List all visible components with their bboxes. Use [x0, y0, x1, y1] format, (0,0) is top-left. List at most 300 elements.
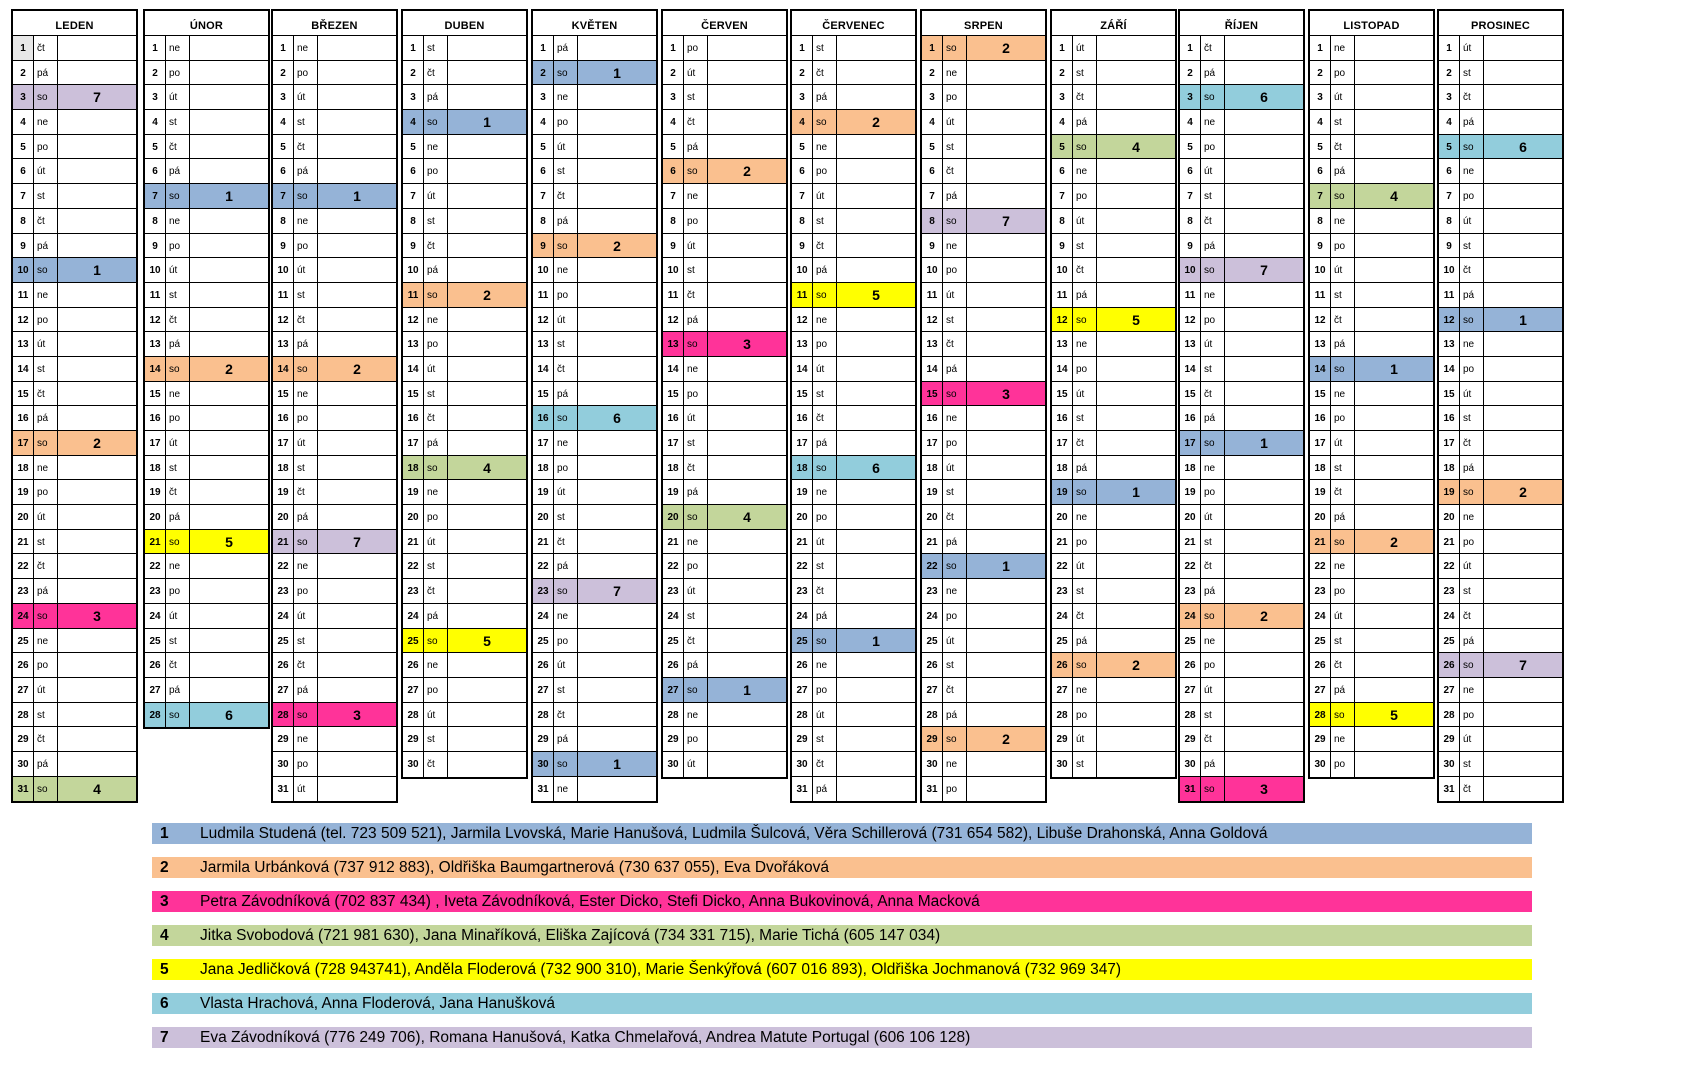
day-number: 20 [1439, 505, 1460, 529]
day-row [13, 406, 136, 431]
group-cell [1355, 36, 1433, 60]
day-number: 6 [533, 159, 554, 183]
group-cell: 6 [1225, 85, 1303, 109]
day-row [1439, 604, 1562, 629]
legend-text: Eva Závodníková (776 249 706), Romana Hanušová, Katka Chmelařová, Andrea Matute Portugal (606 106 128) [200, 1028, 971, 1046]
weekday: so [684, 505, 708, 529]
group-cell [708, 357, 786, 381]
day-number: 17 [1310, 431, 1331, 455]
weekday: st [684, 258, 708, 282]
group-cell [967, 110, 1045, 134]
day-row [1439, 653, 1562, 678]
day-row [1310, 480, 1433, 505]
day-number: 9 [533, 234, 554, 258]
day-row [533, 209, 656, 234]
day-number: 19 [145, 480, 166, 504]
day-row [792, 579, 915, 604]
day-number: 20 [1180, 505, 1201, 529]
day-number: 17 [1052, 431, 1073, 455]
day-row [663, 283, 786, 308]
group-cell [1097, 258, 1175, 282]
day-number: 19 [13, 480, 34, 504]
day-number: 20 [1052, 505, 1073, 529]
weekday: st [1201, 530, 1225, 554]
weekday: čt [424, 406, 448, 430]
day-number: 29 [663, 727, 684, 751]
day-row [922, 85, 1045, 110]
day-number: 14 [1439, 357, 1460, 381]
day-row [1180, 777, 1303, 802]
day-number: 15 [273, 382, 294, 406]
day-number: 16 [1052, 406, 1073, 430]
day-row [663, 480, 786, 505]
weekday: pá [554, 554, 578, 578]
day-number: 2 [145, 61, 166, 85]
day-number: 10 [1439, 258, 1460, 282]
month-column-6 [790, 9, 917, 803]
day-number: 23 [1439, 579, 1460, 603]
day-row [922, 135, 1045, 160]
day-number: 10 [922, 258, 943, 282]
group-cell [190, 579, 268, 603]
day-row [403, 406, 526, 431]
group-cell [1484, 678, 1562, 702]
group-cell [58, 209, 136, 233]
month-column-9 [1178, 9, 1305, 803]
day-number: 27 [922, 678, 943, 702]
weekday: st [813, 36, 837, 60]
weekday: pá [424, 85, 448, 109]
day-number: 12 [533, 308, 554, 332]
group-cell [1355, 308, 1433, 332]
group-cell [1225, 135, 1303, 159]
group-cell [58, 703, 136, 727]
group-cell: 1 [190, 184, 268, 208]
group-cell [578, 209, 656, 233]
group-cell [708, 554, 786, 578]
day-row [922, 703, 1045, 728]
weekday: po [424, 505, 448, 529]
day-row [663, 505, 786, 530]
day-row [1439, 184, 1562, 209]
weekday: so [424, 456, 448, 480]
weekday: po [1201, 135, 1225, 159]
group-cell [190, 456, 268, 480]
day-row [1052, 703, 1175, 728]
day-row [145, 308, 268, 333]
day-row [1439, 530, 1562, 555]
day-number: 9 [922, 234, 943, 258]
group-cell [708, 36, 786, 60]
day-row [145, 184, 268, 209]
group-cell [708, 61, 786, 85]
weekday: pá [1073, 110, 1097, 134]
group-cell: 1 [448, 110, 526, 134]
day-number: 2 [403, 61, 424, 85]
weekday: pá [1201, 234, 1225, 258]
legend-row-3 [152, 891, 1532, 912]
day-number: 8 [145, 209, 166, 233]
day-number: 14 [145, 357, 166, 381]
group-cell [578, 777, 656, 802]
group-cell [1097, 209, 1175, 233]
weekday: po [943, 85, 967, 109]
day-number: 31 [273, 777, 294, 802]
day-row [792, 36, 915, 61]
day-row [1052, 283, 1175, 308]
group-cell [1225, 727, 1303, 751]
day-row [273, 308, 396, 333]
group-cell [318, 283, 396, 307]
group-cell [190, 604, 268, 628]
weekday: pá [684, 308, 708, 332]
weekday: ne [1073, 505, 1097, 529]
group-cell: 5 [837, 283, 915, 307]
day-row [1439, 456, 1562, 481]
day-row [922, 234, 1045, 259]
group-cell [1225, 480, 1303, 504]
group-cell [1355, 332, 1433, 356]
weekday: ne [1331, 727, 1355, 751]
day-row [273, 159, 396, 184]
day-row [663, 703, 786, 728]
group-cell [708, 703, 786, 727]
day-number: 29 [922, 727, 943, 751]
day-row [403, 184, 526, 209]
day-row [403, 382, 526, 407]
day-number: 2 [273, 61, 294, 85]
weekday: čt [1073, 431, 1097, 455]
weekday: st [1073, 752, 1097, 777]
day-number: 30 [1180, 752, 1201, 776]
day-row [1052, 629, 1175, 654]
group-cell [837, 332, 915, 356]
day-row [533, 110, 656, 135]
group-cell [1097, 283, 1175, 307]
weekday: so [554, 61, 578, 85]
group-cell [1355, 431, 1433, 455]
group-cell [190, 85, 268, 109]
day-number: 21 [922, 530, 943, 554]
day-row [1310, 530, 1433, 555]
day-row [403, 159, 526, 184]
day-number: 19 [922, 480, 943, 504]
group-cell [1484, 727, 1562, 751]
group-cell [190, 505, 268, 529]
weekday: út [813, 703, 837, 727]
legend-number: 3 [160, 892, 169, 910]
group-cell [837, 505, 915, 529]
group-cell [1225, 36, 1303, 60]
day-row [273, 703, 396, 728]
group-cell [58, 234, 136, 258]
day-row [1052, 382, 1175, 407]
day-row [792, 209, 915, 234]
day-row [1052, 431, 1175, 456]
group-cell [1097, 505, 1175, 529]
day-number: 15 [1310, 382, 1331, 406]
day-row [922, 36, 1045, 61]
group-cell [1484, 703, 1562, 727]
weekday: st [294, 456, 318, 480]
day-number: 13 [1439, 332, 1460, 356]
day-number: 6 [403, 159, 424, 183]
day-number: 26 [1180, 653, 1201, 677]
weekday: út [424, 184, 448, 208]
month-title: PROSINEC [1439, 11, 1562, 36]
weekday: st [554, 505, 578, 529]
day-row [273, 382, 396, 407]
group-cell [837, 382, 915, 406]
group-cell [967, 283, 1045, 307]
group-cell [837, 579, 915, 603]
day-number: 17 [403, 431, 424, 455]
day-number: 17 [922, 431, 943, 455]
group-cell: 1 [58, 258, 136, 282]
day-number: 5 [13, 135, 34, 159]
day-row [145, 456, 268, 481]
day-number: 15 [13, 382, 34, 406]
day-row [145, 209, 268, 234]
weekday: po [424, 332, 448, 356]
group-cell [708, 184, 786, 208]
weekday: st [1331, 110, 1355, 134]
group-cell [448, 678, 526, 702]
day-number: 2 [1439, 61, 1460, 85]
day-row [1052, 159, 1175, 184]
group-cell [837, 184, 915, 208]
day-row [663, 36, 786, 61]
weekday: po [684, 554, 708, 578]
weekday: čt [166, 135, 190, 159]
day-number: 1 [1439, 36, 1460, 60]
weekday: st [294, 283, 318, 307]
day-row [13, 727, 136, 752]
day-row [663, 678, 786, 703]
weekday: ne [943, 234, 967, 258]
weekday: st [1331, 456, 1355, 480]
weekday: po [34, 653, 58, 677]
weekday: ne [166, 36, 190, 60]
weekday: st [1201, 357, 1225, 381]
weekday: čt [1460, 777, 1484, 802]
day-row [403, 61, 526, 86]
day-number: 2 [922, 61, 943, 85]
weekday: st [943, 308, 967, 332]
group-cell [708, 209, 786, 233]
weekday: pá [684, 480, 708, 504]
group-cell: 2 [1484, 480, 1562, 504]
day-number: 4 [1439, 110, 1460, 134]
group-cell [967, 456, 1045, 480]
day-row [403, 209, 526, 234]
group-cell [190, 629, 268, 653]
day-row [1439, 258, 1562, 283]
group-cell [1097, 406, 1175, 430]
day-row [1310, 653, 1433, 678]
day-number: 16 [1310, 406, 1331, 430]
month-column-2 [271, 9, 398, 803]
day-row [533, 184, 656, 209]
group-cell [837, 554, 915, 578]
group-cell [448, 604, 526, 628]
day-row [403, 505, 526, 530]
day-number: 24 [792, 604, 813, 628]
weekday: po [943, 604, 967, 628]
day-number: 9 [1052, 234, 1073, 258]
day-row [663, 258, 786, 283]
group-cell [1225, 752, 1303, 776]
day-number: 26 [1310, 653, 1331, 677]
day-number: 17 [1180, 431, 1201, 455]
weekday: st [1460, 61, 1484, 85]
day-number: 29 [1180, 727, 1201, 751]
group-cell [190, 554, 268, 578]
day-row [533, 382, 656, 407]
day-row [145, 135, 268, 160]
group-cell [58, 308, 136, 332]
group-cell [58, 406, 136, 430]
group-cell [1484, 431, 1562, 455]
day-number: 23 [13, 579, 34, 603]
day-number: 11 [1439, 283, 1460, 307]
day-number: 22 [922, 554, 943, 578]
month-column-8 [1050, 9, 1177, 779]
group-cell [1225, 653, 1303, 677]
weekday: st [1331, 629, 1355, 653]
day-number: 9 [403, 234, 424, 258]
day-number: 30 [1310, 752, 1331, 777]
day-row [273, 357, 396, 382]
day-row [13, 752, 136, 777]
day-row [145, 357, 268, 382]
day-row [403, 36, 526, 61]
group-cell [1355, 505, 1433, 529]
group-cell: 4 [1097, 135, 1175, 159]
weekday: út [166, 431, 190, 455]
day-number: 28 [145, 703, 166, 728]
group-cell [967, 703, 1045, 727]
day-number: 27 [1439, 678, 1460, 702]
day-row [1180, 406, 1303, 431]
weekday: st [554, 678, 578, 702]
group-cell [318, 61, 396, 85]
day-number: 29 [273, 727, 294, 751]
day-row [533, 727, 656, 752]
group-cell [1484, 184, 1562, 208]
day-number: 26 [1439, 653, 1460, 677]
weekday: ne [424, 135, 448, 159]
group-cell [1484, 110, 1562, 134]
weekday: so [943, 727, 967, 751]
day-number: 24 [273, 604, 294, 628]
day-number: 26 [663, 653, 684, 677]
group-cell [578, 604, 656, 628]
day-number: 14 [273, 357, 294, 381]
weekday: út [1201, 505, 1225, 529]
month-column-7 [920, 9, 1047, 803]
weekday: ne [1073, 332, 1097, 356]
day-number: 3 [1052, 85, 1073, 109]
weekday: čt [424, 579, 448, 603]
day-row [13, 703, 136, 728]
group-cell [1484, 505, 1562, 529]
day-number: 5 [663, 135, 684, 159]
weekday: so [424, 110, 448, 134]
day-row [1310, 258, 1433, 283]
group-cell [318, 406, 396, 430]
day-row [145, 554, 268, 579]
day-number: 5 [922, 135, 943, 159]
day-number: 11 [145, 283, 166, 307]
day-row [1052, 505, 1175, 530]
weekday: ne [554, 431, 578, 455]
weekday: st [424, 727, 448, 751]
group-cell: 3 [967, 382, 1045, 406]
weekday: po [1201, 308, 1225, 332]
weekday: st [1460, 579, 1484, 603]
day-row [1180, 604, 1303, 629]
day-number: 11 [13, 283, 34, 307]
day-number: 1 [273, 36, 294, 60]
day-row [663, 579, 786, 604]
weekday: pá [34, 234, 58, 258]
day-number: 4 [792, 110, 813, 134]
group-cell: 6 [1484, 135, 1562, 159]
day-number: 23 [922, 579, 943, 603]
day-row [273, 480, 396, 505]
day-number: 8 [922, 209, 943, 233]
group-cell: 5 [1097, 308, 1175, 332]
group-cell [578, 703, 656, 727]
day-row [145, 283, 268, 308]
day-number: 20 [533, 505, 554, 529]
weekday: út [1331, 431, 1355, 455]
legend-text: Jana Jedličková (728 943741), Anděla Floderová (732 900 310), Marie Šenkýřová (607 016 893), Oldřiška Jochmanová (732 969 347) [200, 960, 1122, 978]
weekday: ne [943, 752, 967, 776]
day-number: 2 [1052, 61, 1073, 85]
day-number: 4 [1310, 110, 1331, 134]
day-number: 3 [533, 85, 554, 109]
day-row [1310, 36, 1433, 61]
day-number: 25 [1180, 629, 1201, 653]
weekday: po [684, 382, 708, 406]
weekday: pá [166, 678, 190, 702]
day-number: 26 [792, 653, 813, 677]
month-title: BŘEZEN [273, 11, 396, 36]
group-cell [318, 480, 396, 504]
weekday: čt [1073, 85, 1097, 109]
day-row [1180, 258, 1303, 283]
weekday: út [684, 234, 708, 258]
day-row [1180, 36, 1303, 61]
day-row [1439, 777, 1562, 802]
group-cell [578, 36, 656, 60]
day-number: 7 [922, 184, 943, 208]
group-cell: 7 [58, 85, 136, 109]
group-cell [190, 234, 268, 258]
weekday: st [34, 357, 58, 381]
day-number: 24 [145, 604, 166, 628]
weekday: st [424, 554, 448, 578]
day-row [922, 554, 1045, 579]
group-cell [318, 579, 396, 603]
group-cell: 4 [1355, 184, 1433, 208]
day-row [273, 727, 396, 752]
day-number: 13 [663, 332, 684, 356]
weekday: ne [1331, 209, 1355, 233]
weekday: st [813, 554, 837, 578]
